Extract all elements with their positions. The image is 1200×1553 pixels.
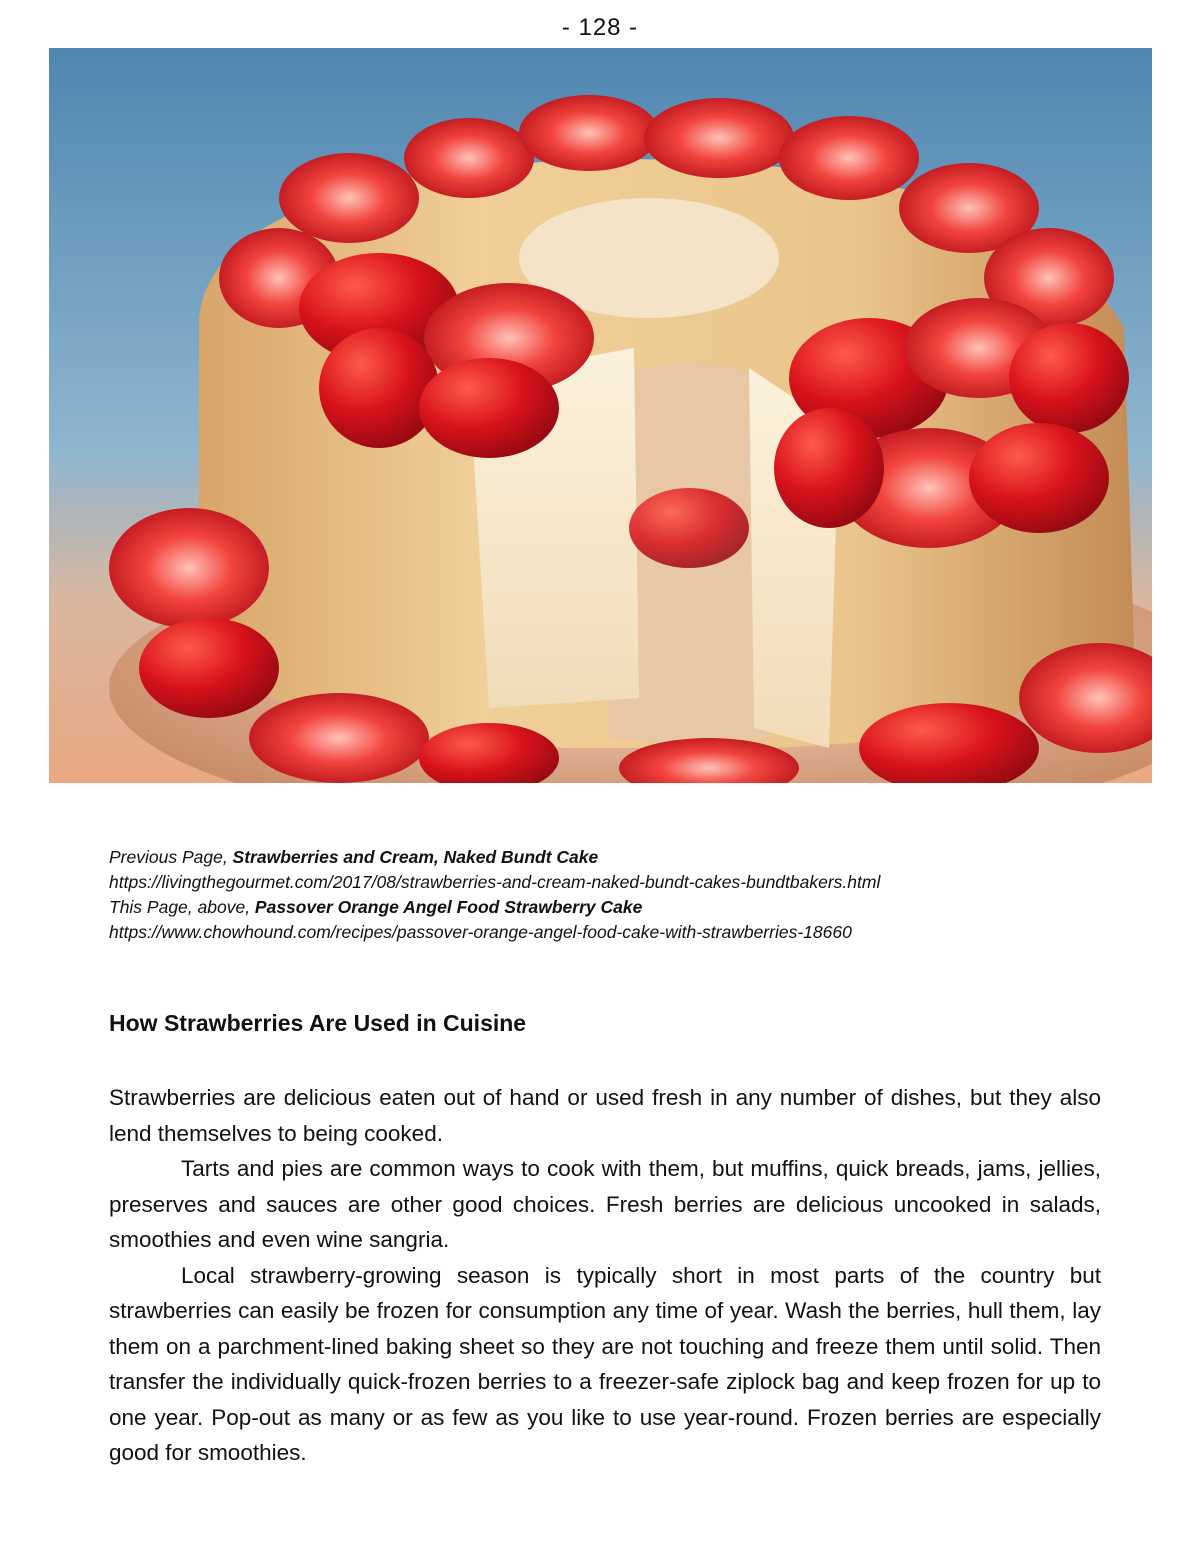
section-heading: How Strawberries Are Used in Cuisine	[109, 1010, 527, 1036]
this-credit-url: https://www.chowhound.com/recipes/passover-orange-angel-food-cake-with-strawberries-18660	[109, 922, 852, 942]
prev-credit-url: https://livingthegourmet.com/2017/08/strawberries-and-cream-naked-bundt-cakes-bundtbakers.html	[109, 872, 881, 892]
page-number: - 128 -	[561, 14, 639, 41]
paragraph-2: Tarts and pies are common ways to cook with them, but muffins, quick breads, jams, jellies, preserves and sauces are other good choices. Fresh berries are delicious uncooked in salads, smoothies and even wine sangria.	[109, 1156, 1101, 1252]
cake-photo	[49, 48, 1152, 783]
this-credit-prefix: This Page, above,	[109, 897, 255, 917]
paragraph-1: Strawberries are delicious eaten out of hand or used fresh in any number of dishes, but they also lend themselves to being cooked.	[109, 1085, 1101, 1146]
image-credits	[109, 845, 1099, 945]
body-text	[109, 1080, 1101, 1471]
this-credit-title: Passover Orange Angel Food Strawberry Cake	[254, 897, 643, 917]
this-credit-line	[109, 895, 1099, 920]
prev-credit-title: Strawberries and Cream, Naked Bundt Cake	[232, 847, 599, 867]
prev-credit-line	[109, 845, 1099, 870]
cake-illustration	[49, 48, 1152, 783]
prev-credit-prefix: Previous Page,	[109, 847, 233, 867]
paragraph-3: Local strawberry-growing season is typically short in most parts of the country but strawberries can easily be frozen for consumption any time of year. Wash the berries, hull them, lay them on a parchment-lined baking sheet so they are not touching and freeze them until solid. Then transfer the individually quick-frozen berries to a freezer-safe ziplock bag and keep frozen for up to one year. Pop-out as many or as few as you like to use year-round. Frozen berries are especially good for smoothies.	[109, 1262, 1101, 1465]
